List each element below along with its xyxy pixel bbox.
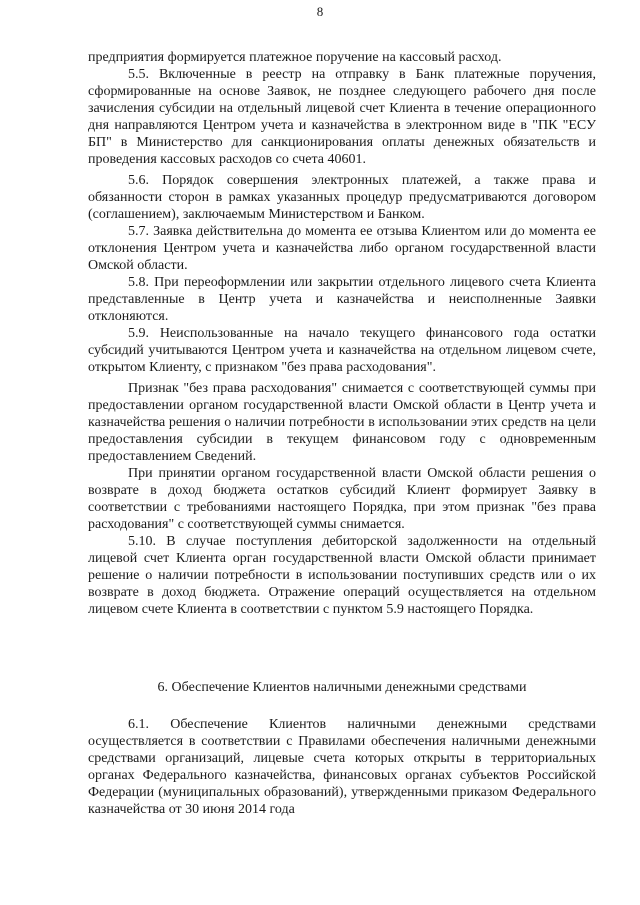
paragraph-5-10: 5.10. В случае поступления дебиторской задолженности на отдельный лицевой счет Клиента орган государственной власти Омской области принимает решение о наличии потребности в использовании поступивших средств или о их возврате в доход бюджета. Отражение операций осуществляется на отдельном лицевом счете Клиента в соответствии с пунктом 5.9 настоящего Порядка. xyxy=(88,534,596,617)
paragraph-6-1: 6.1. Обеспечение Клиентов наличными денежными средствами осуществляется в соответствии с Правилами обеспечения наличными денежными средствами организаций, лицевые счета которых открыты в территориальных органах Федерального казначейства, финансовых органах субъектов Российской Федерации (муниципальных образований), утвержденными приказом Федерального казначейства от 30 июня 2014 года xyxy=(88,717,596,817)
paragraph-5-5: 5.5. Включенные в реестр на отправку в Банк платежные поручения, сформированные на основе Заявок, не позднее следующего рабочего дня после зачисления субсидии на отдельный лицевой счет Клиента в течение операционного дня направляются Центром учета и казначейства в электронном виде в "ПК "ЕСУ БП" в Министерство для санкционирования оплаты денежных обязательств и проведения кассовых расходов со счета 40601. xyxy=(88,67,596,167)
paragraph-5-6: 5.6. Порядок совершения электронных платежей, а также права и обязанности сторон в рамках указанных процедур предусматриваются договором (соглашением), заключаемым Министерством и Банком. xyxy=(88,173,596,222)
paragraph-5-4-continuation: предприятия формируется платежное поручение на кассовый расход. xyxy=(88,50,502,65)
section-6-title: 6. Обеспечение Клиентов наличными денежными средствами xyxy=(157,680,527,695)
section-5-body xyxy=(88,49,596,618)
paragraph-5-9-flag-removal: Признак "без права расходования" снимается с соответствующей суммы при предоставлении органом государственной власти Омской области в Центр учета и казначейства решения о наличии потребности в использовании этих средств на цели предоставления субсидии в текущем финансовом году с одновременным предоставлением Сведений. xyxy=(88,381,596,464)
paragraph-5-9: 5.9. Неиспользованные на начало текущего финансового года остатки субсидий учитываются Центром учета и казначейства на отдельном лицевом счете, открытом Клиенту, с признаком "без права расходования". xyxy=(88,326,596,375)
paragraph-5-9-return: При принятии органом государственной власти Омской области решения о возврате в доход бюджета остатков субсидий Клиент формирует Заявку в соответствии с требованиями настоящего Порядка, при этом признак "без права расходования" с соответствующей суммы снимается. xyxy=(88,466,596,532)
paragraph-5-8: 5.8. При переоформлении или закрытии отдельного лицевого счета Клиента представленные в Центр учета и казначейства и неисполненные Заявки отклоняются. xyxy=(88,275,596,324)
section-6-body xyxy=(88,716,596,818)
paragraph-5-7: 5.7. Заявка действительна до момента ее отзыва Клиентом или до момента ее отклонения Центром учета и казначейства либо органом государственной власти Омской области. xyxy=(88,224,596,273)
page-number: 8 xyxy=(316,4,324,19)
